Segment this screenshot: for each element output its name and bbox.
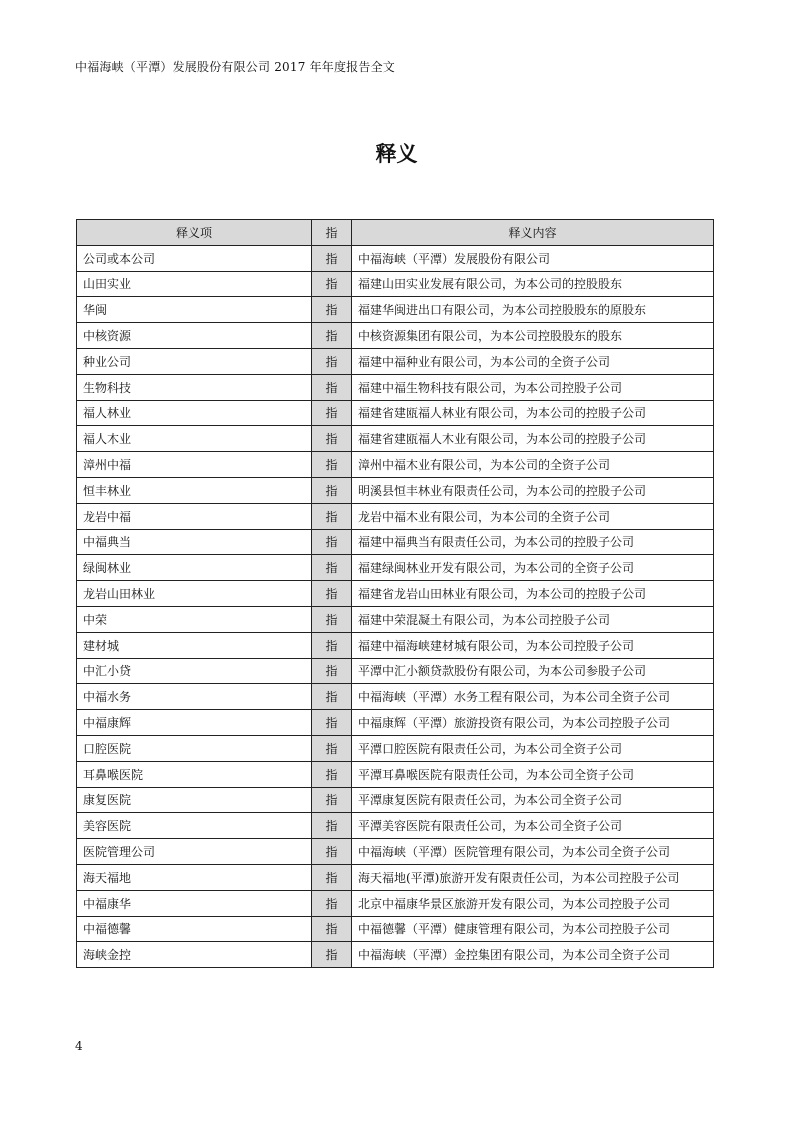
term-cell: 华闽 [77, 297, 312, 323]
table-row [77, 942, 714, 968]
table-row [77, 658, 714, 684]
term-cell: 种业公司 [77, 348, 312, 374]
content-cell: 平潭耳鼻喉医院有限责任公司，为本公司全资子公司 [352, 761, 714, 787]
term-cell: 山田实业 [77, 271, 312, 297]
table-row [77, 864, 714, 890]
content-cell: 福建绿闽林业开发有限公司，为本公司的全资子公司 [352, 555, 714, 581]
definitions-table [76, 219, 714, 968]
zhi-cell: 指 [312, 658, 352, 684]
content-cell: 漳州中福木业有限公司，为本公司的全资子公司 [352, 452, 714, 478]
table-row [77, 890, 714, 916]
term-cell: 龙岩山田林业 [77, 581, 312, 607]
term-cell: 中福德馨 [77, 916, 312, 942]
table-row [77, 400, 714, 426]
zhi-cell: 指 [312, 555, 352, 581]
term-cell: 生物科技 [77, 374, 312, 400]
zhi-cell: 指 [312, 503, 352, 529]
content-cell: 明溪县恒丰林业有限责任公司，为本公司的控股子公司 [352, 477, 714, 503]
table-row [77, 684, 714, 710]
zhi-cell: 指 [312, 813, 352, 839]
content-cell: 福建中福海峡建材城有限公司，为本公司控股子公司 [352, 632, 714, 658]
zhi-cell: 指 [312, 787, 352, 813]
header-content: 释义内容 [352, 220, 714, 246]
table-row [77, 297, 714, 323]
content-cell: 海天福地(平潭)旅游开发有限责任公司，为本公司控股子公司 [352, 864, 714, 890]
table-row [77, 477, 714, 503]
term-cell: 中汇小贷 [77, 658, 312, 684]
content-cell: 中福德馨（平潭）健康管理有限公司，为本公司控股子公司 [352, 916, 714, 942]
table-row [77, 452, 714, 478]
table-row [77, 374, 714, 400]
zhi-cell: 指 [312, 426, 352, 452]
term-cell: 福人木业 [77, 426, 312, 452]
term-cell: 中荣 [77, 606, 312, 632]
content-cell: 平潭中汇小额贷款股份有限公司，为本公司参股子公司 [352, 658, 714, 684]
table-row [77, 916, 714, 942]
table-row [77, 348, 714, 374]
header-term: 释义项 [77, 220, 312, 246]
content-cell: 福建省建瓯福人木业有限公司，为本公司的控股子公司 [352, 426, 714, 452]
term-cell: 口腔医院 [77, 735, 312, 761]
term-cell: 恒丰林业 [77, 477, 312, 503]
term-cell: 美容医院 [77, 813, 312, 839]
term-cell: 海天福地 [77, 864, 312, 890]
zhi-cell: 指 [312, 916, 352, 942]
content-cell: 平潭康复医院有限责任公司，为本公司全资子公司 [352, 787, 714, 813]
term-cell: 绿闽林业 [77, 555, 312, 581]
page-header: 中福海峡（平潭）发展股份有限公司 2017 年年度报告全文 [75, 60, 395, 74]
zhi-cell: 指 [312, 245, 352, 271]
zhi-cell: 指 [312, 374, 352, 400]
zhi-cell: 指 [312, 581, 352, 607]
zhi-cell: 指 [312, 271, 352, 297]
table-row [77, 839, 714, 865]
table-row [77, 271, 714, 297]
term-cell: 海峡金控 [77, 942, 312, 968]
zhi-cell: 指 [312, 323, 352, 349]
table-row [77, 581, 714, 607]
zhi-cell: 指 [312, 632, 352, 658]
content-cell: 平潭口腔医院有限责任公司，为本公司全资子公司 [352, 735, 714, 761]
zhi-cell: 指 [312, 529, 352, 555]
zhi-cell: 指 [312, 684, 352, 710]
table-row [77, 710, 714, 736]
term-cell: 中福康辉 [77, 710, 312, 736]
content-cell: 中福海峡（平潭）医院管理有限公司，为本公司全资子公司 [352, 839, 714, 865]
term-cell: 中福水务 [77, 684, 312, 710]
content-cell: 中福海峡（平潭）发展股份有限公司 [352, 245, 714, 271]
content-cell: 平潭美容医院有限责任公司，为本公司全资子公司 [352, 813, 714, 839]
term-cell: 漳州中福 [77, 452, 312, 478]
content-cell: 福建山田实业发展有限公司，为本公司的控股股东 [352, 271, 714, 297]
term-cell: 龙岩中福 [77, 503, 312, 529]
table-row [77, 555, 714, 581]
zhi-cell: 指 [312, 942, 352, 968]
content-cell: 中福海峡（平潭）金控集团有限公司，为本公司全资子公司 [352, 942, 714, 968]
table-row [77, 813, 714, 839]
content-cell: 北京中福康华景区旅游开发有限公司，为本公司控股子公司 [352, 890, 714, 916]
table-row [77, 245, 714, 271]
term-cell: 医院管理公司 [77, 839, 312, 865]
zhi-cell: 指 [312, 735, 352, 761]
content-cell: 中核资源集团有限公司，为本公司控股股东的股东 [352, 323, 714, 349]
table-row [77, 606, 714, 632]
header-zhi: 指 [312, 220, 352, 246]
content-cell: 中福海峡（平潭）水务工程有限公司，为本公司全资子公司 [352, 684, 714, 710]
zhi-cell: 指 [312, 477, 352, 503]
term-cell: 康复医院 [77, 787, 312, 813]
term-cell: 中福典当 [77, 529, 312, 555]
page-title: 释义 [375, 142, 418, 166]
zhi-cell: 指 [312, 297, 352, 323]
table-row [77, 426, 714, 452]
content-cell: 龙岩中福木业有限公司，为本公司的全资子公司 [352, 503, 714, 529]
content-cell: 福建中福种业有限公司，为本公司的全资子公司 [352, 348, 714, 374]
table-row [77, 787, 714, 813]
zhi-cell: 指 [312, 606, 352, 632]
term-cell: 福人林业 [77, 400, 312, 426]
content-cell: 福建省建瓯福人林业有限公司，为本公司的控股子公司 [352, 400, 714, 426]
term-cell: 建材城 [77, 632, 312, 658]
term-cell: 公司或本公司 [77, 245, 312, 271]
table-row [77, 323, 714, 349]
content-cell: 福建中福生物科技有限公司，为本公司控股子公司 [352, 374, 714, 400]
table-row [77, 735, 714, 761]
zhi-cell: 指 [312, 890, 352, 916]
zhi-cell: 指 [312, 452, 352, 478]
content-cell: 福建华闽进出口有限公司，为本公司控股股东的原股东 [352, 297, 714, 323]
table-row [77, 529, 714, 555]
content-cell: 福建中荣混凝土有限公司，为本公司控股子公司 [352, 606, 714, 632]
table-header-row [77, 220, 714, 246]
zhi-cell: 指 [312, 864, 352, 890]
zhi-cell: 指 [312, 400, 352, 426]
zhi-cell: 指 [312, 348, 352, 374]
table-row [77, 761, 714, 787]
term-cell: 中核资源 [77, 323, 312, 349]
zhi-cell: 指 [312, 710, 352, 736]
term-cell: 中福康华 [77, 890, 312, 916]
term-cell: 耳鼻喉医院 [77, 761, 312, 787]
table-row [77, 632, 714, 658]
page-number: 4 [75, 1039, 83, 1053]
content-cell: 福建中福典当有限责任公司，为本公司的控股子公司 [352, 529, 714, 555]
zhi-cell: 指 [312, 761, 352, 787]
table-row [77, 503, 714, 529]
content-cell: 中福康辉（平潭）旅游投资有限公司，为本公司控股子公司 [352, 710, 714, 736]
zhi-cell: 指 [312, 839, 352, 865]
content-cell: 福建省龙岩山田林业有限公司，为本公司的控股子公司 [352, 581, 714, 607]
